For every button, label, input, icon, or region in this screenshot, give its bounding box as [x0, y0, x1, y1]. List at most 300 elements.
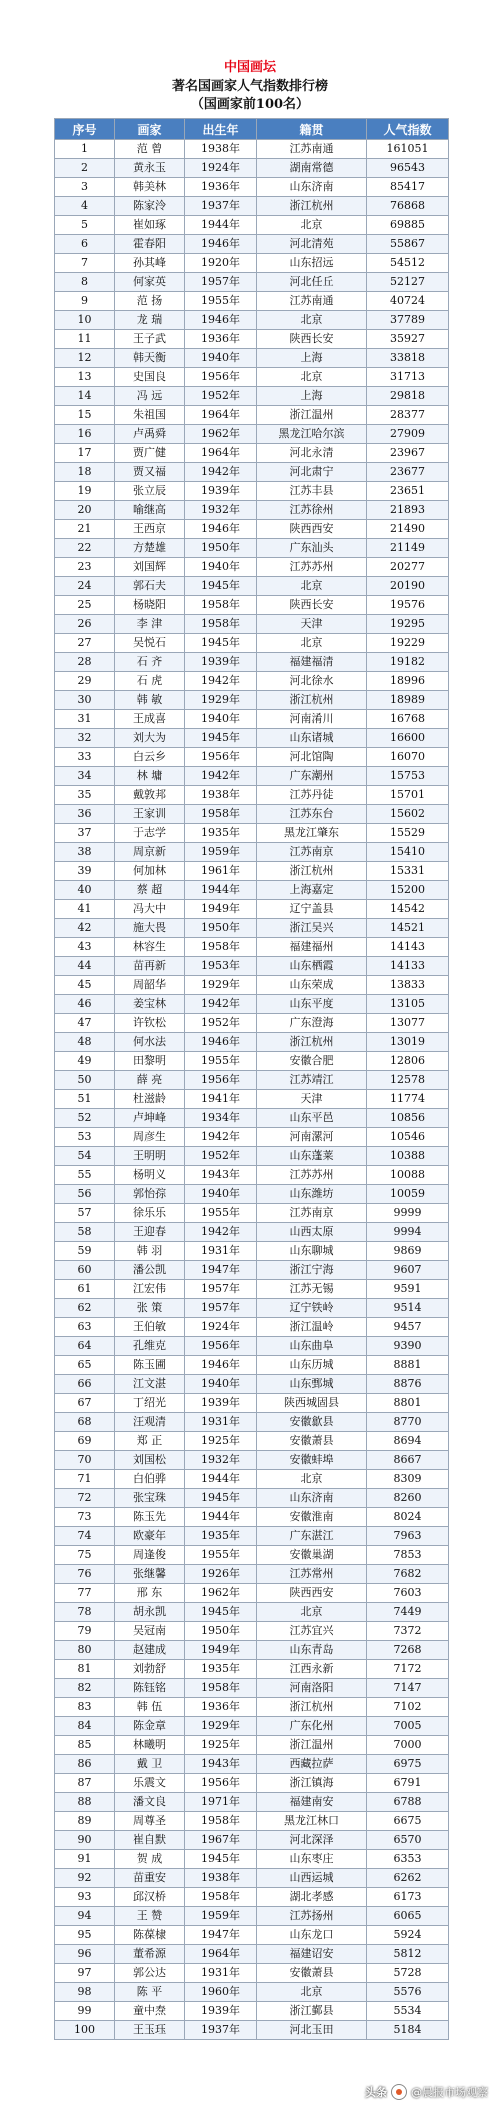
rank-cell: 24 [55, 577, 115, 596]
table-row [55, 254, 449, 273]
hometown-cell: 北京 [257, 311, 367, 330]
popularity-cell: 14542 [367, 900, 449, 919]
painter-cell: 陈 平 [115, 1983, 185, 2002]
painter-cell: 韩美林 [115, 178, 185, 197]
table-row [55, 1641, 449, 1660]
painter-cell: 卢禹舜 [115, 425, 185, 444]
table-row [55, 1755, 449, 1774]
table-row [55, 1812, 449, 1831]
painter-cell: 吴悦石 [115, 634, 185, 653]
hometown-cell: 安徽萧县 [257, 1432, 367, 1451]
hometown-cell: 山东诸城 [257, 729, 367, 748]
hometown-cell: 江苏丰县 [257, 482, 367, 501]
rank-cell: 17 [55, 444, 115, 463]
hometown-cell: 安徽巢湖 [257, 1546, 367, 1565]
table-row [55, 1546, 449, 1565]
rank-cell: 53 [55, 1128, 115, 1147]
hometown-cell: 上海 [257, 349, 367, 368]
painter-cell: 周彦生 [115, 1128, 185, 1147]
hometown-cell: 浙江温州 [257, 1736, 367, 1755]
popularity-cell: 13077 [367, 1014, 449, 1033]
painter-cell: 王子武 [115, 330, 185, 349]
hometown-cell: 浙江杭州 [257, 1698, 367, 1717]
hometown-cell: 陕西城固县 [257, 1394, 367, 1413]
popularity-cell: 8876 [367, 1375, 449, 1394]
popularity-cell: 8309 [367, 1470, 449, 1489]
birth-year-cell: 1932年 [185, 1451, 257, 1470]
popularity-cell: 9591 [367, 1280, 449, 1299]
popularity-cell: 10088 [367, 1166, 449, 1185]
rank-cell: 98 [55, 1983, 115, 2002]
rank-cell: 51 [55, 1090, 115, 1109]
hometown-cell: 江苏南通 [257, 140, 367, 159]
painter-cell: 刘国辉 [115, 558, 185, 577]
birth-year-cell: 1957年 [185, 1280, 257, 1299]
birth-year-cell: 1945年 [185, 1850, 257, 1869]
birth-year-cell: 1952年 [185, 387, 257, 406]
table-row [55, 1223, 449, 1242]
painter-cell: 陈钰铭 [115, 1679, 185, 1698]
painter-cell: 汪观清 [115, 1413, 185, 1432]
birth-year-cell: 1946年 [185, 1033, 257, 1052]
rank-cell: 6 [55, 235, 115, 254]
table-row [55, 1983, 449, 2002]
painter-cell: 蔡 超 [115, 881, 185, 900]
hometown-cell: 辽宁盖县 [257, 900, 367, 919]
painter-cell: 王家训 [115, 805, 185, 824]
birth-year-cell: 1942年 [185, 463, 257, 482]
painter-cell: 陈玉圃 [115, 1356, 185, 1375]
painter-cell: 江文湛 [115, 1375, 185, 1394]
painter-cell: 周京新 [115, 843, 185, 862]
birth-year-cell: 1924年 [185, 1318, 257, 1337]
painter-cell: 刘勃舒 [115, 1660, 185, 1679]
table-row [55, 1166, 449, 1185]
table-row [55, 558, 449, 577]
popularity-cell: 19182 [367, 653, 449, 672]
painter-cell: 王 赞 [115, 1907, 185, 1926]
birth-year-cell: 1937年 [185, 197, 257, 216]
painter-cell: 韩 伍 [115, 1698, 185, 1717]
hometown-cell: 福建南安 [257, 1793, 367, 1812]
ranking-table [54, 118, 449, 2040]
table-row [55, 2021, 449, 2040]
painter-cell: 王迎春 [115, 1223, 185, 1242]
birth-year-cell: 1944年 [185, 216, 257, 235]
popularity-cell: 9514 [367, 1299, 449, 1318]
rank-cell: 100 [55, 2021, 115, 2040]
popularity-cell: 8770 [367, 1413, 449, 1432]
popularity-cell: 5534 [367, 2002, 449, 2021]
birth-year-cell: 1937年 [185, 2021, 257, 2040]
painter-cell: 朱祖国 [115, 406, 185, 425]
rank-cell: 62 [55, 1299, 115, 1318]
popularity-cell: 8667 [367, 1451, 449, 1470]
rank-cell: 70 [55, 1451, 115, 1470]
hometown-cell: 江苏宜兴 [257, 1622, 367, 1641]
table-row [55, 1337, 449, 1356]
table-row [55, 1470, 449, 1489]
rank-cell: 35 [55, 786, 115, 805]
painter-cell: 郭公达 [115, 1964, 185, 1983]
hometown-cell: 浙江杭州 [257, 691, 367, 710]
table-row [55, 1736, 449, 1755]
popularity-cell: 9390 [367, 1337, 449, 1356]
rank-cell: 50 [55, 1071, 115, 1090]
table-row [55, 444, 449, 463]
birth-year-cell: 1938年 [185, 140, 257, 159]
hometown-cell: 江苏徐州 [257, 501, 367, 520]
popularity-cell: 9607 [367, 1261, 449, 1280]
rank-cell: 79 [55, 1622, 115, 1641]
birth-year-cell: 1939年 [185, 653, 257, 672]
hometown-cell: 江苏靖江 [257, 1071, 367, 1090]
painter-cell: 周尊圣 [115, 1812, 185, 1831]
popularity-cell: 7005 [367, 1717, 449, 1736]
painter-cell: 江宏伟 [115, 1280, 185, 1299]
painter-cell: 吴冠南 [115, 1622, 185, 1641]
rank-cell: 18 [55, 463, 115, 482]
popularity-cell: 23651 [367, 482, 449, 501]
birth-year-cell: 1943年 [185, 1755, 257, 1774]
hometown-cell: 安徽合肥 [257, 1052, 367, 1071]
hometown-cell: 陕西长安 [257, 330, 367, 349]
painter-cell: 韩天衡 [115, 349, 185, 368]
table-row [55, 615, 449, 634]
hometown-cell: 浙江杭州 [257, 197, 367, 216]
painter-cell: 陈葆棣 [115, 1926, 185, 1945]
rank-cell: 95 [55, 1926, 115, 1945]
birth-year-cell: 1940年 [185, 558, 257, 577]
hometown-cell: 浙江镇海 [257, 1774, 367, 1793]
birth-year-cell: 1935年 [185, 1660, 257, 1679]
hometown-cell: 北京 [257, 577, 367, 596]
popularity-cell: 15701 [367, 786, 449, 805]
table-row [55, 1090, 449, 1109]
hometown-cell: 山西运城 [257, 1869, 367, 1888]
popularity-cell: 15331 [367, 862, 449, 881]
rank-cell: 63 [55, 1318, 115, 1337]
painter-cell: 周逢俊 [115, 1546, 185, 1565]
hometown-cell: 河北徐水 [257, 672, 367, 691]
table-row [55, 1413, 449, 1432]
painter-cell: 范 扬 [115, 292, 185, 311]
rank-cell: 20 [55, 501, 115, 520]
birth-year-cell: 1941年 [185, 1090, 257, 1109]
hometown-cell: 河南漯河 [257, 1128, 367, 1147]
table-row [55, 1660, 449, 1679]
birth-year-cell: 1956年 [185, 748, 257, 767]
rank-cell: 14 [55, 387, 115, 406]
rank-cell: 16 [55, 425, 115, 444]
rank-cell: 65 [55, 1356, 115, 1375]
rank-cell: 3 [55, 178, 115, 197]
birth-year-cell: 1957年 [185, 273, 257, 292]
rank-cell: 37 [55, 824, 115, 843]
hometown-cell: 西藏拉萨 [257, 1755, 367, 1774]
rank-cell: 92 [55, 1869, 115, 1888]
table-row [55, 1318, 449, 1337]
birth-year-cell: 1942年 [185, 1223, 257, 1242]
hometown-cell: 江苏南通 [257, 292, 367, 311]
popularity-cell: 23967 [367, 444, 449, 463]
hometown-cell: 安徽歙县 [257, 1413, 367, 1432]
birth-year-cell: 1949年 [185, 900, 257, 919]
popularity-cell: 18996 [367, 672, 449, 691]
popularity-cell: 54512 [367, 254, 449, 273]
painter-cell: 苗再新 [115, 957, 185, 976]
hometown-cell: 福建福州 [257, 938, 367, 957]
hometown-cell: 湖南常德 [257, 159, 367, 178]
rank-cell: 66 [55, 1375, 115, 1394]
table-row [55, 216, 449, 235]
popularity-cell: 7963 [367, 1527, 449, 1546]
painter-cell: 林容生 [115, 938, 185, 957]
rank-cell: 38 [55, 843, 115, 862]
popularity-cell: 161051 [367, 140, 449, 159]
birth-year-cell: 1958年 [185, 805, 257, 824]
popularity-cell: 15602 [367, 805, 449, 824]
rank-cell: 10 [55, 311, 115, 330]
hometown-cell: 江苏苏州 [257, 1166, 367, 1185]
painter-cell: 邢 东 [115, 1584, 185, 1603]
rank-cell: 39 [55, 862, 115, 881]
table-row [55, 1603, 449, 1622]
birth-year-cell: 1939年 [185, 2002, 257, 2021]
painter-cell: 徐乐乐 [115, 1204, 185, 1223]
painter-cell: 杨明义 [115, 1166, 185, 1185]
rank-cell: 82 [55, 1679, 115, 1698]
birth-year-cell: 1949年 [185, 1641, 257, 1660]
popularity-cell: 28377 [367, 406, 449, 425]
birth-year-cell: 1960年 [185, 1983, 257, 2002]
birth-year-cell: 1962年 [185, 1584, 257, 1603]
table-row [55, 1109, 449, 1128]
birth-year-cell: 1956年 [185, 368, 257, 387]
rank-cell: 64 [55, 1337, 115, 1356]
painter-cell: 韩 敏 [115, 691, 185, 710]
popularity-cell: 23677 [367, 463, 449, 482]
table-row [55, 1698, 449, 1717]
popularity-cell: 19229 [367, 634, 449, 653]
painter-cell: 方楚雄 [115, 539, 185, 558]
hometown-cell: 陕西长安 [257, 596, 367, 615]
rank-cell: 58 [55, 1223, 115, 1242]
popularity-cell: 5728 [367, 1964, 449, 1983]
birth-year-cell: 1958年 [185, 1888, 257, 1907]
birth-year-cell: 1942年 [185, 1128, 257, 1147]
rank-cell: 99 [55, 2002, 115, 2021]
rank-cell: 75 [55, 1546, 115, 1565]
birth-year-cell: 1950年 [185, 1622, 257, 1641]
table-row [55, 672, 449, 691]
column-header-popularity: 人气指数 [367, 119, 449, 140]
hometown-cell: 河北馆陶 [257, 748, 367, 767]
painter-cell: 潘文良 [115, 1793, 185, 1812]
rank-cell: 21 [55, 520, 115, 539]
table-row [55, 311, 449, 330]
popularity-cell: 10856 [367, 1109, 449, 1128]
hometown-cell: 浙江温州 [257, 406, 367, 425]
painter-cell: 潘公凯 [115, 1261, 185, 1280]
painter-cell: 史国良 [115, 368, 185, 387]
painter-cell: 邱汉桥 [115, 1888, 185, 1907]
table-row [55, 1717, 449, 1736]
popularity-cell: 8260 [367, 1489, 449, 1508]
birth-year-cell: 1958年 [185, 1679, 257, 1698]
rank-cell: 97 [55, 1964, 115, 1983]
birth-year-cell: 1929年 [185, 691, 257, 710]
popularity-cell: 76868 [367, 197, 449, 216]
rank-cell: 89 [55, 1812, 115, 1831]
hometown-cell: 山东平度 [257, 995, 367, 1014]
birth-year-cell: 1929年 [185, 1717, 257, 1736]
painter-cell: 张继馨 [115, 1565, 185, 1584]
hometown-cell: 黑龙江肇东 [257, 824, 367, 843]
table-row [55, 938, 449, 957]
table-row [55, 1888, 449, 1907]
painter-cell: 石 虎 [115, 672, 185, 691]
birth-year-cell: 1961年 [185, 862, 257, 881]
popularity-cell: 6975 [367, 1755, 449, 1774]
table-row [55, 482, 449, 501]
table-row [55, 881, 449, 900]
hometown-cell: 江苏苏州 [257, 558, 367, 577]
popularity-cell: 16070 [367, 748, 449, 767]
painter-cell: 郭怡孮 [115, 1185, 185, 1204]
table-row [55, 976, 449, 995]
popularity-cell: 85417 [367, 178, 449, 197]
table-row [55, 1071, 449, 1090]
table-row [55, 1489, 449, 1508]
birth-year-cell: 1942年 [185, 672, 257, 691]
table-row [55, 748, 449, 767]
birth-year-cell: 1946年 [185, 1356, 257, 1375]
hometown-cell: 浙江温岭 [257, 1318, 367, 1337]
hometown-cell: 福建诏安 [257, 1945, 367, 1964]
popularity-cell: 6173 [367, 1888, 449, 1907]
table-row [55, 824, 449, 843]
table-row [55, 501, 449, 520]
table-row [55, 463, 449, 482]
table-row [55, 919, 449, 938]
popularity-cell: 7102 [367, 1698, 449, 1717]
painter-cell: 王玉珏 [115, 2021, 185, 2040]
painter-cell: 孔维克 [115, 1337, 185, 1356]
popularity-cell: 9457 [367, 1318, 449, 1337]
birth-year-cell: 1936年 [185, 178, 257, 197]
table-row [55, 1299, 449, 1318]
birth-year-cell: 1931年 [185, 1964, 257, 1983]
popularity-cell: 11774 [367, 1090, 449, 1109]
page-note: （国画家前100名） [190, 97, 310, 112]
rank-cell: 8 [55, 273, 115, 292]
rank-cell: 40 [55, 881, 115, 900]
painter-cell: 王成喜 [115, 710, 185, 729]
popularity-cell: 35927 [367, 330, 449, 349]
rank-cell: 85 [55, 1736, 115, 1755]
table-row [55, 653, 449, 672]
rank-cell: 1 [55, 140, 115, 159]
table-row [55, 330, 449, 349]
rank-cell: 46 [55, 995, 115, 1014]
birth-year-cell: 1952年 [185, 1147, 257, 1166]
rank-cell: 7 [55, 254, 115, 273]
table-row [55, 292, 449, 311]
popularity-cell: 7172 [367, 1660, 449, 1679]
table-row [55, 1565, 449, 1584]
hometown-cell: 上海嘉定 [257, 881, 367, 900]
birth-year-cell: 1962年 [185, 425, 257, 444]
birth-year-cell: 1947年 [185, 1261, 257, 1280]
hometown-cell: 山东济南 [257, 1489, 367, 1508]
birth-year-cell: 1959年 [185, 843, 257, 862]
table-row [55, 1261, 449, 1280]
painter-cell: 崔如琢 [115, 216, 185, 235]
popularity-cell: 5184 [367, 2021, 449, 2040]
popularity-cell: 18989 [367, 691, 449, 710]
watermark [365, 2081, 500, 2103]
birth-year-cell: 1955年 [185, 1546, 257, 1565]
birth-year-cell: 1953年 [185, 957, 257, 976]
table-row [55, 729, 449, 748]
painter-cell: 王西京 [115, 520, 185, 539]
popularity-cell: 15200 [367, 881, 449, 900]
birth-year-cell: 1925年 [185, 1736, 257, 1755]
rank-cell: 43 [55, 938, 115, 957]
painter-cell: 郑 正 [115, 1432, 185, 1451]
birth-year-cell: 1946年 [185, 235, 257, 254]
table-row [55, 1394, 449, 1413]
birth-year-cell: 1939年 [185, 482, 257, 501]
birth-year-cell: 1955年 [185, 1204, 257, 1223]
popularity-cell: 6353 [367, 1850, 449, 1869]
birth-year-cell: 1934年 [185, 1109, 257, 1128]
table-row [55, 520, 449, 539]
painter-cell: 张宝珠 [115, 1489, 185, 1508]
hometown-cell: 江苏扬州 [257, 1907, 367, 1926]
painter-cell: 王伯敏 [115, 1318, 185, 1337]
hometown-cell: 浙江宁海 [257, 1261, 367, 1280]
rank-cell: 77 [55, 1584, 115, 1603]
painter-cell: 戴 卫 [115, 1755, 185, 1774]
table-row [55, 862, 449, 881]
birth-year-cell: 1945年 [185, 1603, 257, 1622]
birth-year-cell: 1956年 [185, 1337, 257, 1356]
painter-cell: 姜宝林 [115, 995, 185, 1014]
hometown-cell: 山东栖霞 [257, 957, 367, 976]
hometown-cell: 浙江鄞县 [257, 2002, 367, 2021]
birth-year-cell: 1929年 [185, 976, 257, 995]
rank-cell: 41 [55, 900, 115, 919]
rank-cell: 22 [55, 539, 115, 558]
popularity-cell: 14143 [367, 938, 449, 957]
birth-year-cell: 1950年 [185, 919, 257, 938]
birth-year-cell: 1958年 [185, 596, 257, 615]
popularity-cell: 5576 [367, 1983, 449, 2002]
hometown-cell: 江苏东台 [257, 805, 367, 824]
hometown-cell: 江西永新 [257, 1660, 367, 1679]
account-avatar-icon [391, 2084, 407, 2100]
popularity-cell: 7682 [367, 1565, 449, 1584]
painter-cell: 孙其峰 [115, 254, 185, 273]
hometown-cell: 陕西西安 [257, 520, 367, 539]
popularity-cell: 7147 [367, 1679, 449, 1698]
birth-year-cell: 1944年 [185, 881, 257, 900]
table-row [55, 2002, 449, 2021]
watermark-logo: 头条 [365, 2086, 387, 2099]
painter-cell: 范 曾 [115, 140, 185, 159]
